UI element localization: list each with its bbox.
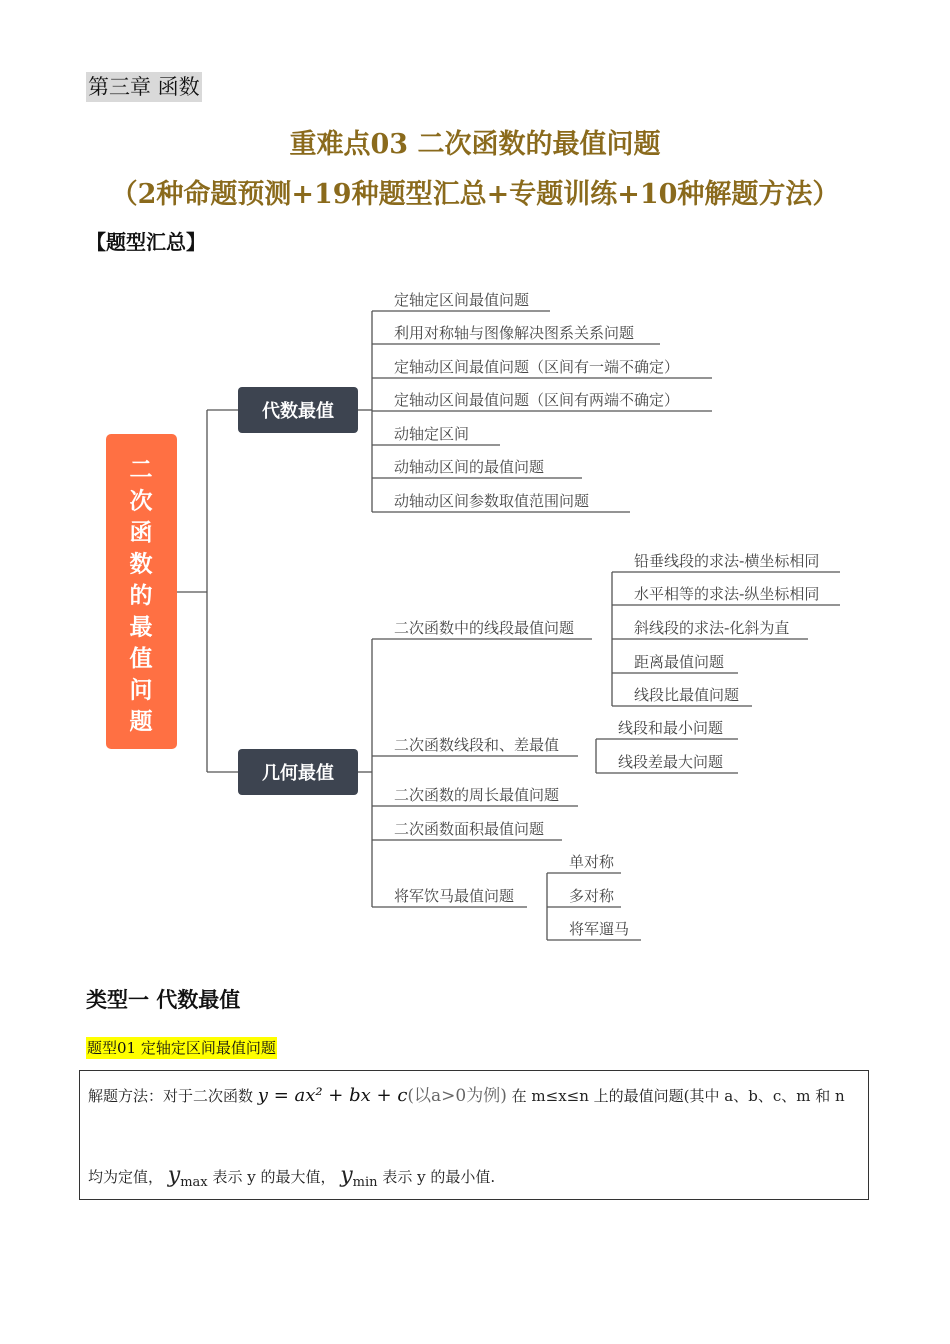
algebra-topic: 动轴动区间的最值问题 [394, 458, 545, 476]
method-prefix: 解题方法：对于二次函数 [88, 1087, 254, 1105]
ymin-symbol: y [340, 1163, 353, 1188]
branch-label: 代数最值 [262, 401, 334, 422]
ymax-subscript: max [180, 1175, 208, 1190]
method-line2-a: 均为定值， [88, 1168, 164, 1186]
root-label-char: 函 [129, 520, 153, 546]
algebra-topic: 动轴动区间参数取值范围问题 [394, 492, 590, 510]
algebra-topic: 定轴动区间最值问题（区间有一端不确定） [394, 358, 680, 376]
ymin-subscript: min [352, 1175, 378, 1190]
chapter-label: 第三章 函数 [86, 72, 202, 102]
root-label-char: 次 [129, 488, 153, 515]
algebra-topic: 动轴定区间 [394, 425, 470, 443]
ymax-symbol: y [167, 1163, 181, 1188]
page-title: 重难点03 二次函数的最值问题 [289, 129, 661, 160]
sub-topic: 将军遛马 [569, 920, 630, 938]
algebra-topic: 定轴动区间最值问题（区间有两端不确定） [394, 391, 680, 409]
root-label-char: 数 [129, 551, 153, 578]
page-subtitle: （2种命题预测+19种题型汇总+专题训练+10种解题方法） [110, 179, 840, 210]
root-label-char: 题 [129, 709, 153, 735]
geometry-topic: 二次函数面积最值问题 [394, 820, 545, 838]
branch-label: 几何最值 [262, 763, 334, 784]
root-label-char: 最 [129, 614, 153, 641]
root-label-char: 问 [129, 677, 153, 704]
mind-map [0, 270, 950, 960]
sub-topic: 线段差最大问题 [618, 753, 724, 771]
method-line-2 [88, 1163, 495, 1188]
algebra-topic: 定轴定区间最值问题 [394, 291, 530, 309]
geometry-topic: 二次函数的周长最值问题 [394, 786, 560, 804]
formula-note: (以a>0为例) [407, 1086, 507, 1106]
method-middle: 在 m≤x≤n 上的最值问题(其中 a、b、c、m 和 n [511, 1087, 845, 1105]
algebra-topic: 利用对称轴与图像解决图系关系问题 [394, 324, 635, 342]
sub-topic: 多对称 [569, 887, 615, 905]
geometry-topic: 将军饮马最值问题 [394, 887, 515, 905]
method-line2-b: 表示 y 的最大值， [212, 1168, 336, 1186]
root-label-char: 值 [129, 646, 153, 672]
sub-topic: 铅垂线段的求法-横坐标相同 [634, 552, 820, 570]
root-label-char: 的 [129, 583, 153, 609]
sub-topic: 线段比最值问题 [634, 686, 740, 704]
root-label-char: 二 [129, 457, 153, 483]
sub-topic: 线段和最小问题 [618, 719, 724, 737]
method-box [79, 1070, 869, 1200]
type-heading: 类型一 代数最值 [86, 988, 241, 1012]
method-line-1 [88, 1081, 845, 1106]
subtype-label: 题型01 定轴定区间最值问题 [87, 1039, 276, 1057]
quadratic-formula: y = ax² + bx + c [257, 1085, 408, 1106]
geometry-topic: 二次函数中的线段最值问题 [394, 619, 575, 637]
sub-topic: 单对称 [569, 853, 615, 871]
geometry-topic: 二次函数线段和、差最值 [394, 736, 560, 754]
section-tag: 【题型汇总】 [86, 230, 206, 254]
sub-topic: 斜线段的求法-化斜为直 [634, 619, 790, 637]
sub-topic: 水平相等的求法-纵坐标相同 [634, 585, 820, 603]
sub-topic: 距离最值问题 [634, 653, 725, 671]
method-line2-c: 表示 y 的最小值. [382, 1168, 496, 1186]
